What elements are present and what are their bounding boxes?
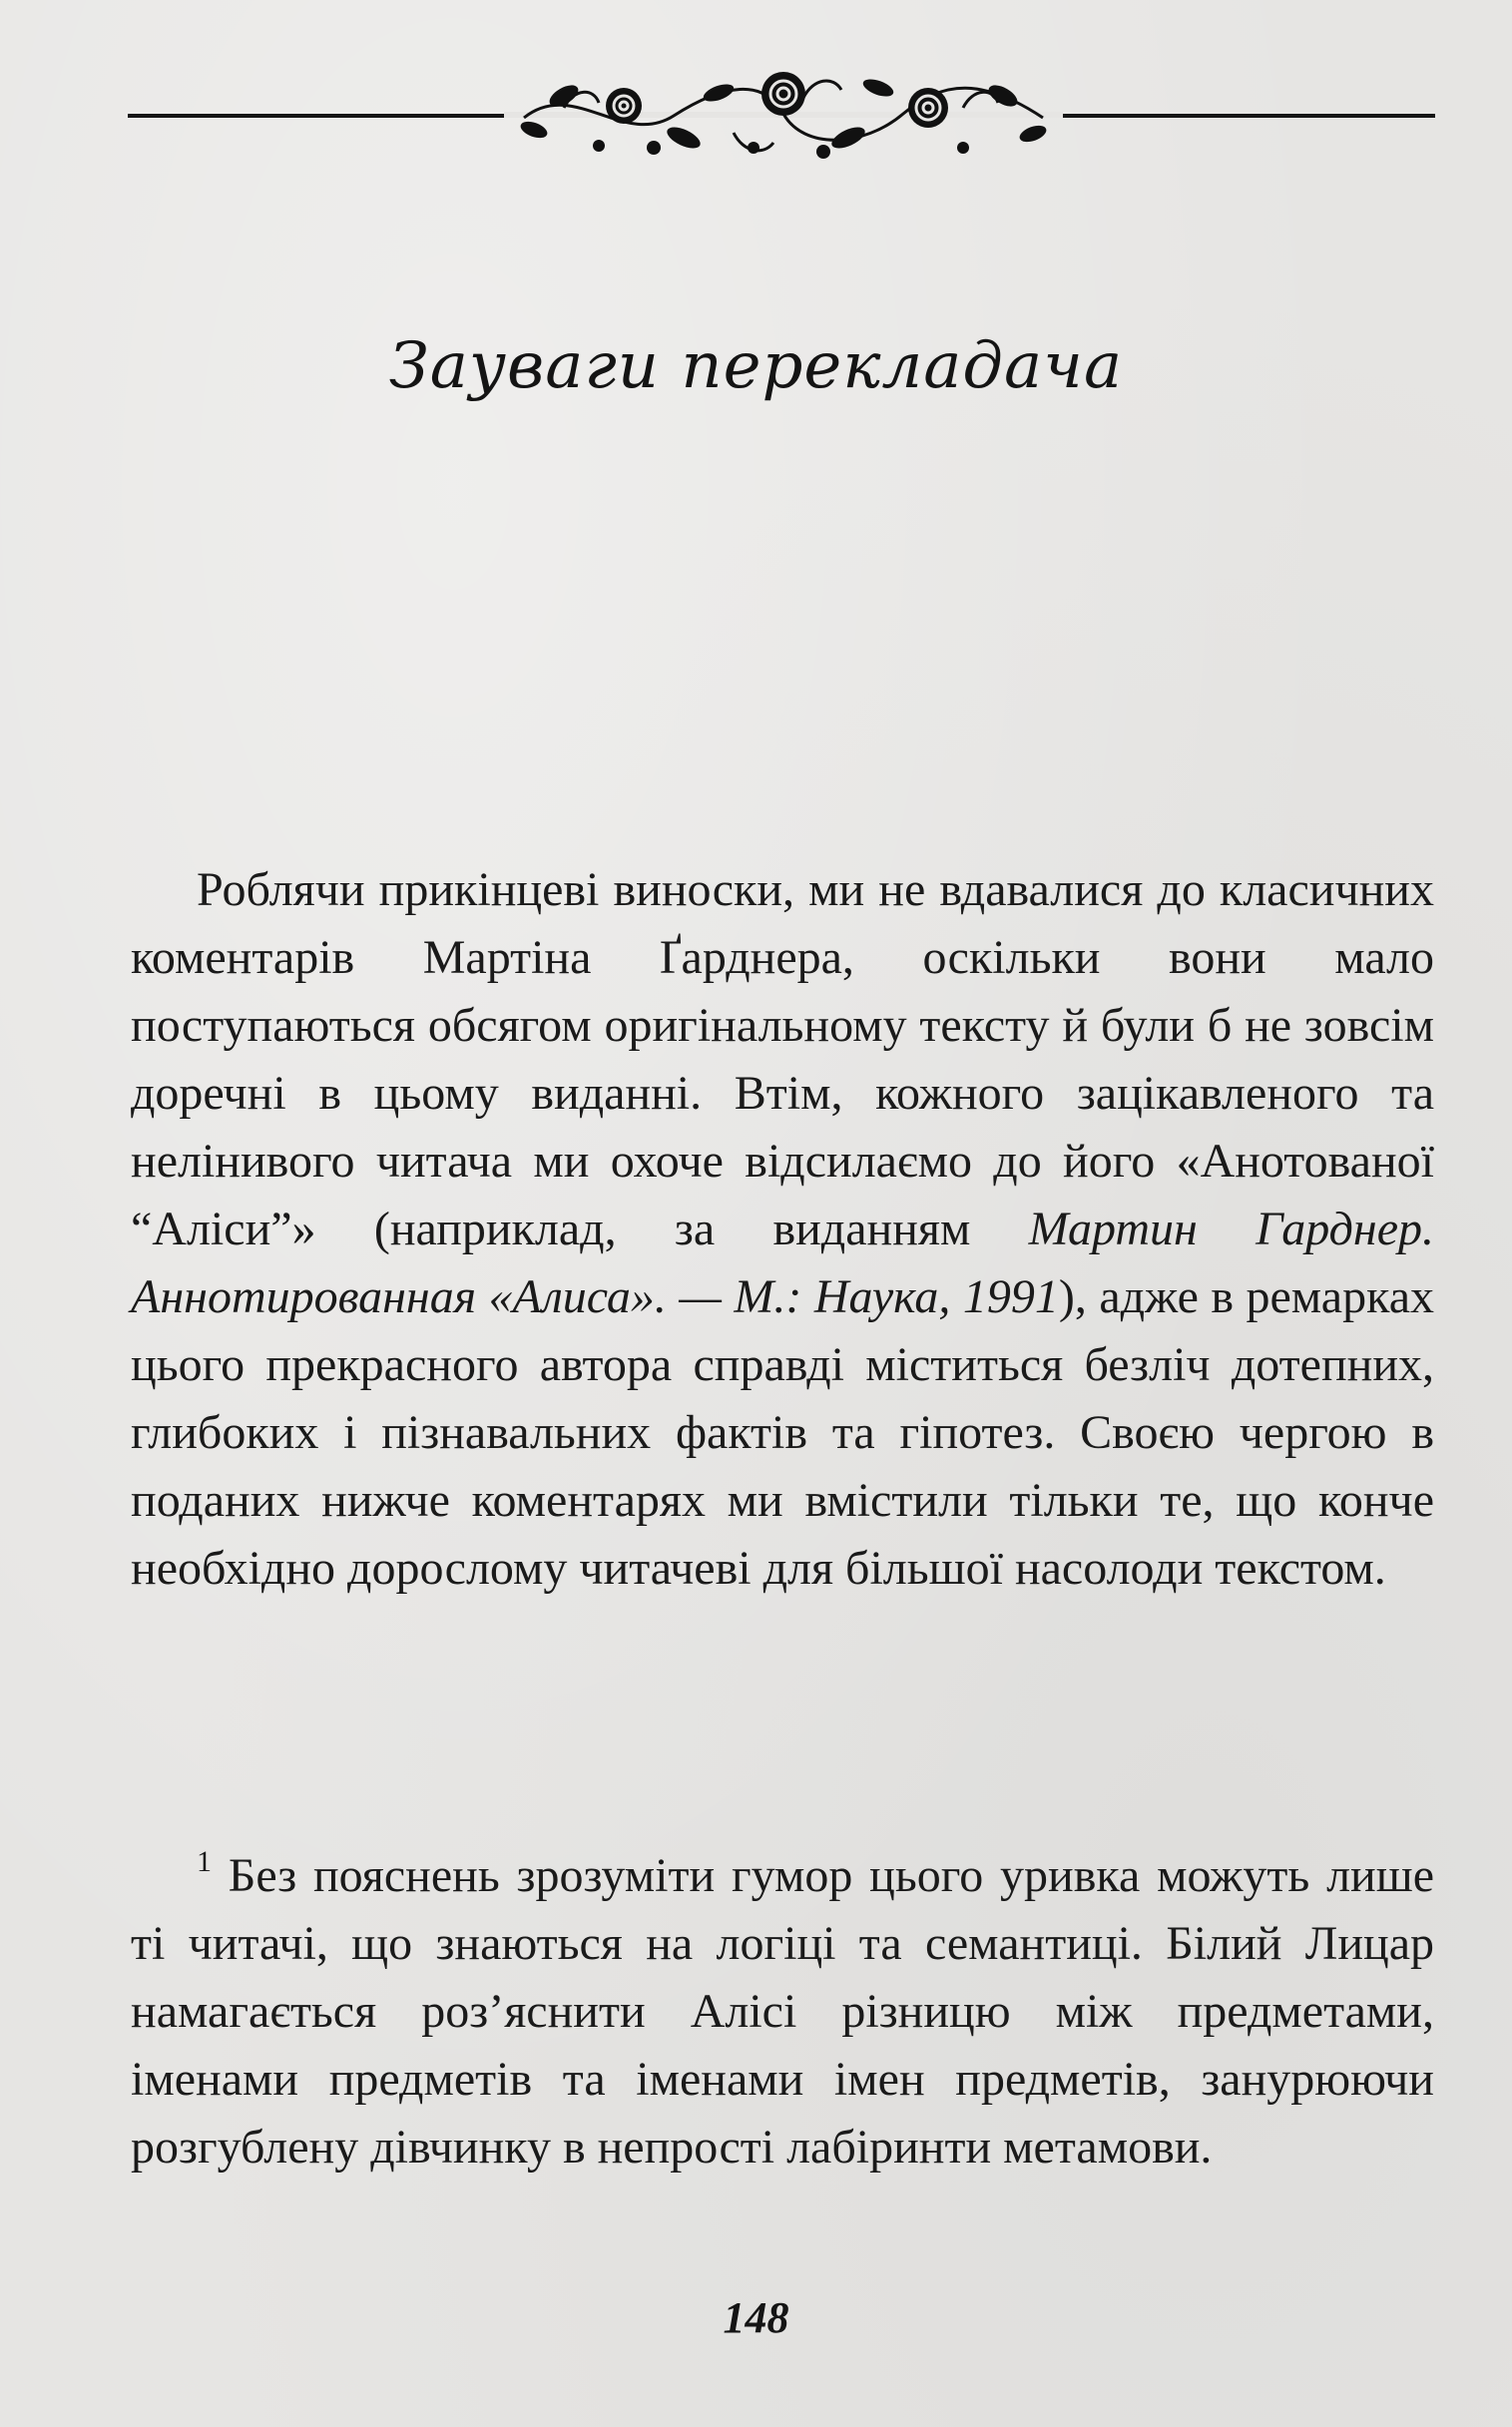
footnote	[131, 1842, 1434, 2182]
main-paragraph-part2: ), адже в ремарках цього прекрасного автора справді міститься безліч дотепних, глибоких і пізнавальних фактів та гіпотез. Своєю чергою в поданих нижче коментарях ми вмістили тільки те, що конче необхідно дорослому читачеві для більшої насолоди текстом.	[131, 1270, 1434, 1595]
floral-vine-ornament-icon	[504, 48, 1063, 178]
page-number: 148	[723, 2293, 789, 2342]
footnote-marker: 1	[197, 1845, 212, 1878]
italic-reference: Мартин Гарднер. Аннотированная «Алиса». — М.: Наука, 1991	[131, 1203, 1434, 1323]
main-paragraph	[131, 856, 1434, 1603]
page-title: Зауваги перекладача	[388, 329, 1124, 403]
main-paragraph-part1: Роблячи прикінцеві виноски, ми не вдавалися до класичних коментарів Мартіна Ґарднера, оскільки вони мало поступаються обсягом оригінальному тексту й були б не зовсім доречні в цьому виданні. Втім, кожного зацікавленого та нелінивого читача ми охоче відсилаємо до його «Анотованої “Аліси”» (наприклад, за виданням	[131, 863, 1434, 1255]
footnote-text: Без пояснень зрозуміти гумор цього уривка можуть лише ті читачі, що знаються на логіці та семантиці. Білий Лицар намагається роз’яснити Алісі різницю між предметами, іменами предметів та іменами імен предметів, занурюючи розгублену дівчинку в непрості лабіринти метамови.	[131, 1849, 1434, 2174]
